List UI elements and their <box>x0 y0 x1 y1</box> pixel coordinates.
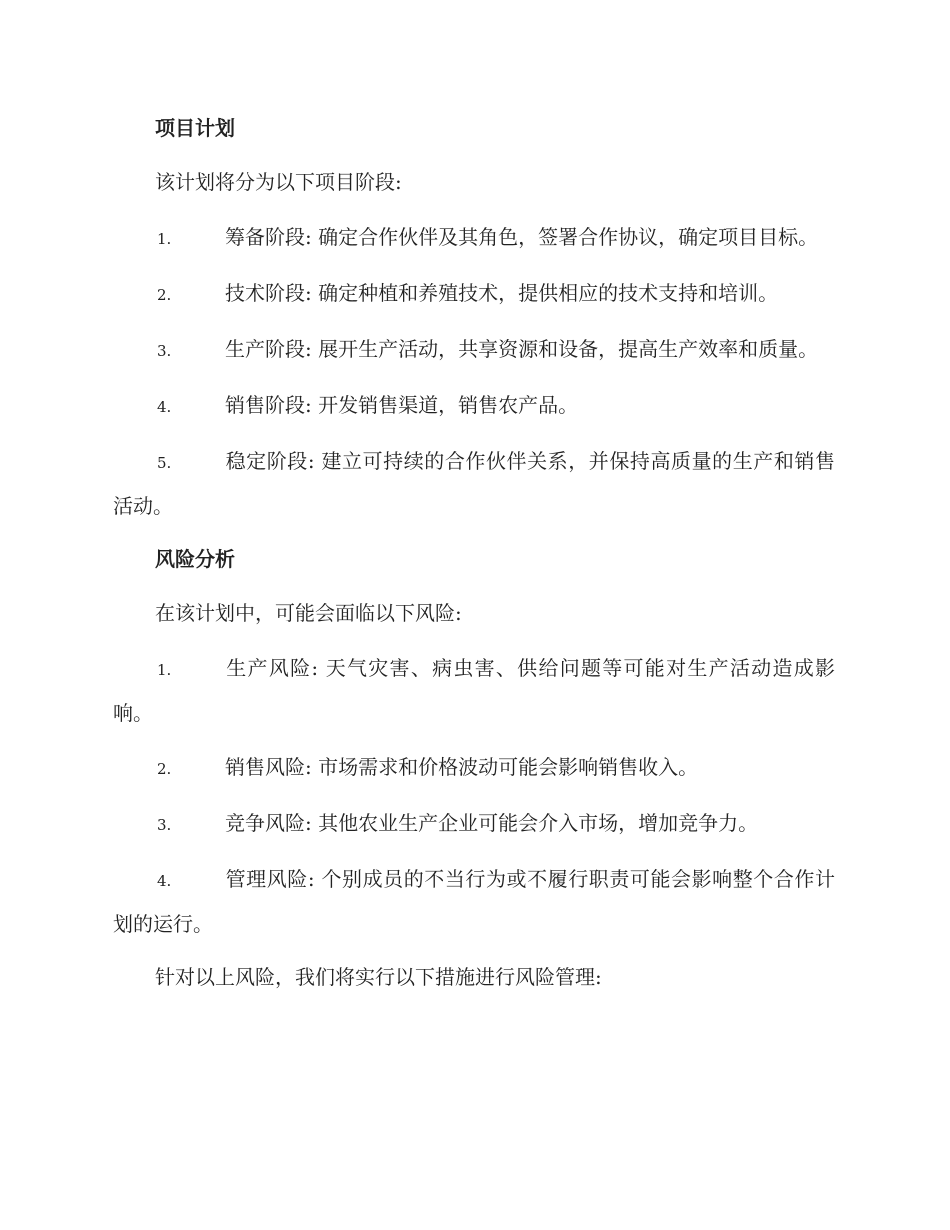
list-item-text: 技术阶段: 确定种植和养殖技术，提供相应的技术支持和培训。 <box>225 281 779 305</box>
list-number: 4. <box>157 398 172 416</box>
list-item <box>113 272 835 317</box>
intro-paragraph-project-plan: 该计划将分为以下项目阶段: <box>155 170 402 194</box>
list-item-text: 生产风险: 天气灾害、病虫害、供给问题等可能对生产活动造成影响。 <box>113 656 835 725</box>
list-item <box>113 328 835 373</box>
list-item-text: 筹备阶段: 确定合作伙伴及其角色，签署合作协议，确定项目目标。 <box>225 225 819 249</box>
list-number: 3. <box>157 342 172 360</box>
list-item-text: 管理风险: 个别成员的不当行为或不履行职责可能会影响整个合作计划的运行。 <box>113 867 835 936</box>
list-item-text: 稳定阶段: 建立可持续的合作伙伴关系，并保持高质量的生产和销售活动。 <box>113 449 835 518</box>
list-number: 4. <box>157 872 172 890</box>
list-item-text: 销售阶段: 开发销售渠道，销售农产品。 <box>225 393 579 417</box>
intro-paragraph-risk-analysis: 在该计划中，可能会面临以下风险: <box>155 601 462 625</box>
list-item <box>113 440 835 528</box>
list-number: 2. <box>157 760 172 778</box>
list-item <box>113 802 835 847</box>
closing-paragraph: 针对以上风险，我们将实行以下措施进行风险管理: <box>155 965 602 989</box>
list-number: 1. <box>157 661 172 679</box>
list-item-text: 销售风险: 市场需求和价格波动可能会影响销售收入。 <box>225 755 699 779</box>
list-item <box>113 746 835 791</box>
list-item-text: 生产阶段: 展开生产活动，共享资源和设备，提高生产效率和质量。 <box>225 337 819 361</box>
list-item <box>113 647 835 735</box>
list-item <box>113 216 835 261</box>
list-item-text: 竞争风险: 其他农业生产企业可能会介入市场，增加竞争力。 <box>225 811 759 835</box>
list-item <box>113 384 835 429</box>
list-number: 1. <box>157 230 172 248</box>
list-item <box>113 858 835 946</box>
document-page <box>113 108 835 1011</box>
list-number: 3. <box>157 816 172 834</box>
section-heading-risk-analysis: 风险分析 <box>155 547 235 571</box>
list-number: 5. <box>157 454 172 472</box>
list-number: 2. <box>157 286 172 304</box>
section-heading-project-plan: 项目计划 <box>155 116 235 140</box>
